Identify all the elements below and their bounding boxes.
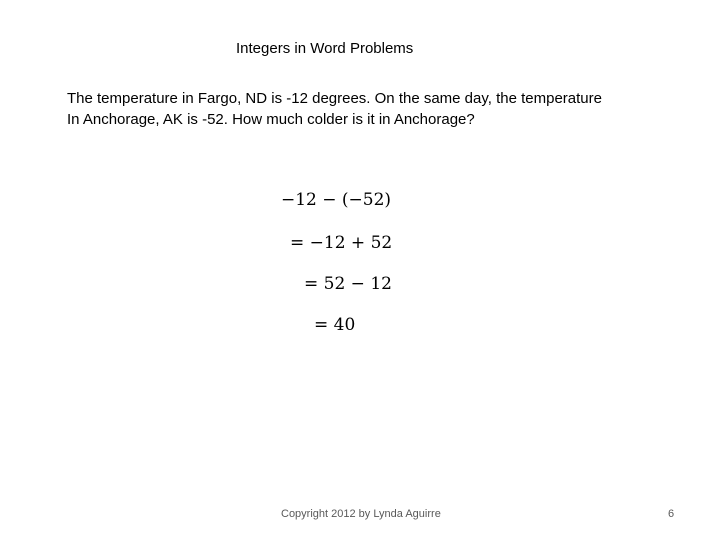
page-number: 6 [668,508,675,520]
solution-step-4: = 40 [314,315,356,335]
copyright-footer: Copyright 2012 by Lynda Aguirre [281,508,441,520]
solution-step-3: = 52 − 12 [304,274,392,294]
problem-line-2: In Anchorage, AK is -52. How much colder is it in Anchorage? [67,111,475,128]
solution-step-1: −12 − (−52) [281,190,392,210]
slide-title: Integers in Word Problems [236,40,414,57]
word-problem-text [67,88,677,130]
problem-line-1: The temperature in Fargo, ND is -12 degrees. On the same day, the temperature [67,90,602,107]
solution-step-2: = −12 + 52 [290,233,393,253]
